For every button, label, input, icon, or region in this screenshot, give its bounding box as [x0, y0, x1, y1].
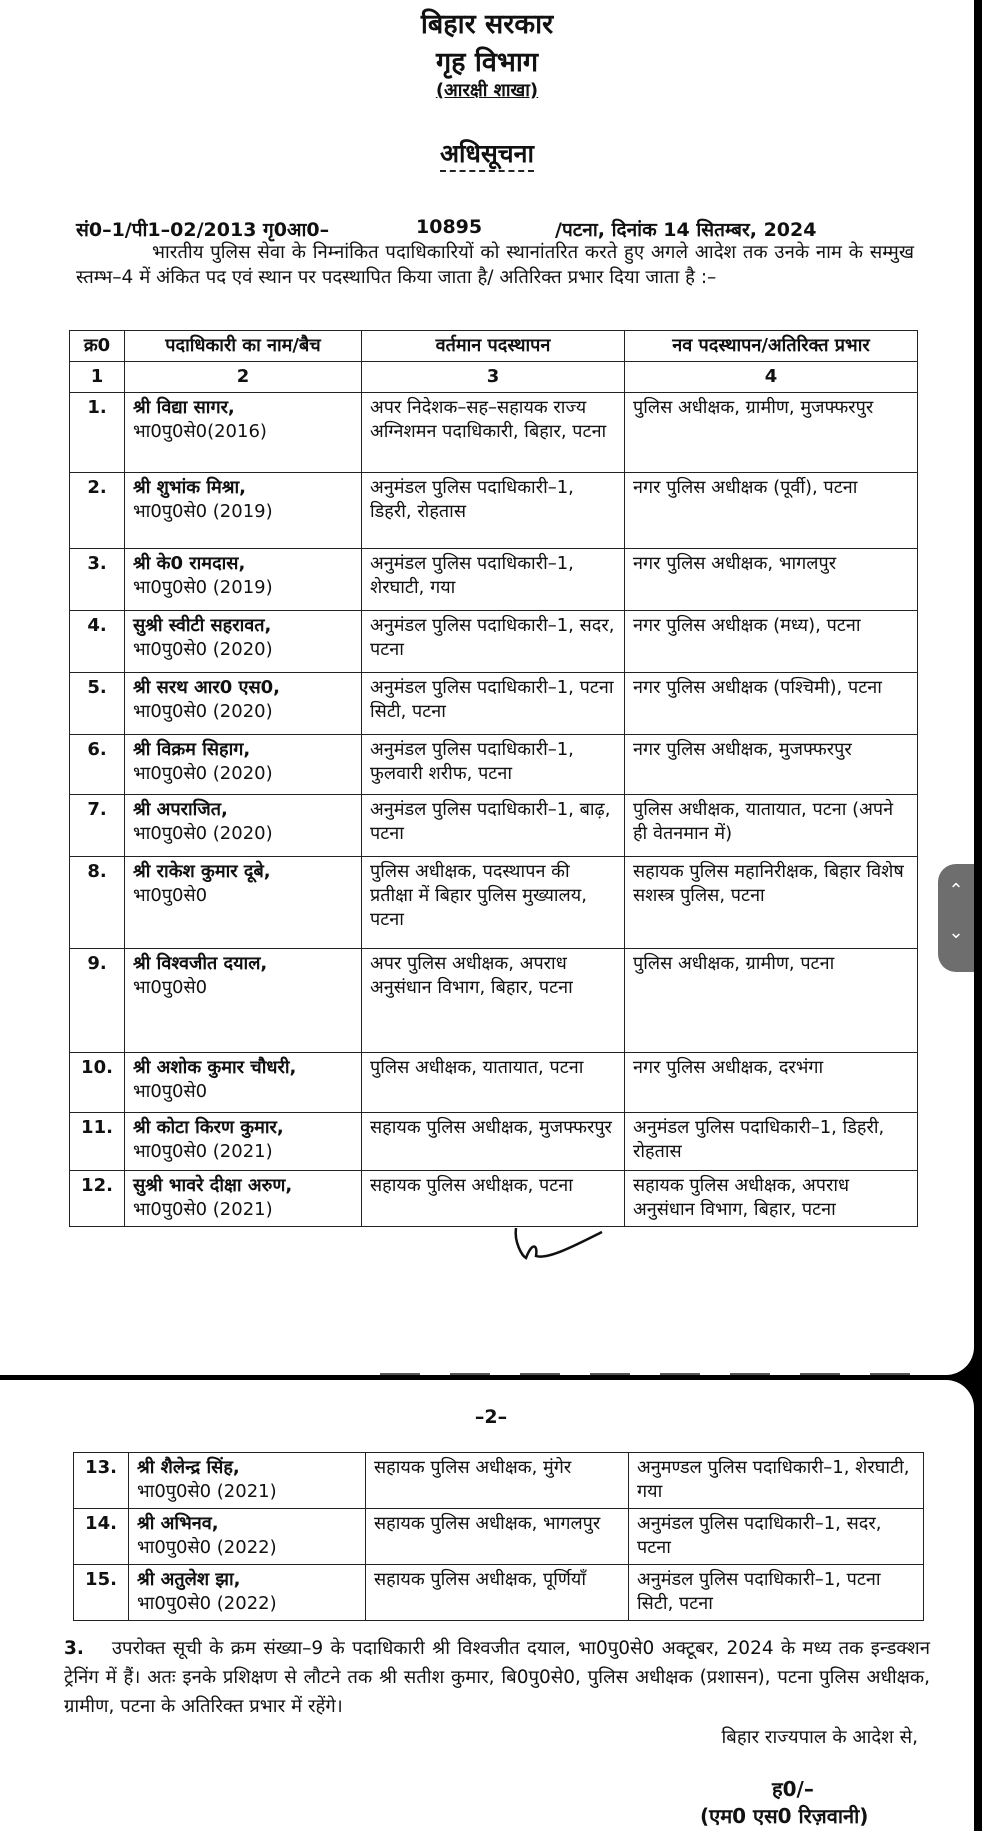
officer-batch: भा0पु0से0 [133, 1081, 208, 1102]
row-officer [125, 735, 362, 795]
officer-name: श्री सरथ आर0 एस0, [133, 677, 281, 698]
row-officer [125, 857, 362, 949]
officer-batch: भा0पु0से0(2016) [133, 421, 267, 442]
government-title: बिहार सरकार [420, 9, 554, 40]
row-officer [129, 1565, 366, 1621]
table-row [70, 393, 918, 473]
row-officer [125, 673, 362, 735]
page-edge-rule [380, 1373, 920, 1375]
row-new-posting: नगर पुलिस अधीक्षक, मुजफ्फरपुर [625, 735, 918, 795]
officer-batch: भा0पु0से0 (2021) [133, 1199, 273, 1220]
officer-name: श्री शुभांक मिश्रा, [133, 477, 246, 498]
officer-batch: भा0पु0से0 (2020) [133, 763, 273, 784]
officer-name: श्री विक्रम सिहाग, [133, 739, 251, 760]
row-sn: 7. [70, 795, 125, 857]
row-current-posting: अपर निदेशक–सह–सहायक राज्य अग्निशमन पदाधिकारी, बिहार, पटना [362, 393, 625, 473]
row-current-posting: सहायक पुलिस अधीक्षक, भागलपुर [366, 1509, 629, 1565]
paragraph-3 [64, 1634, 930, 1721]
row-officer [125, 1053, 362, 1113]
paragraph-text: उपरोक्त सूची के क्रम संख्या–9 के पदाधिकारी श्री विश्वजीत दयाल, भा0पु0से0 अक्टूबर, 2024 के मध्य तक इन्डक्शन ट्रेनिंग में हैं। अतः इनके प्रशिक्षण से लौटने तक श्री सतीश कुमार, बि0पु0से0, पुलिस अधीक्षक (प्रशासन), पटना पुलिस अधीक्षक, ग्रामीण, पटना के अतिरिक्त प्रभार में रहेंगे। [64, 1638, 930, 1717]
table-row [70, 1053, 918, 1113]
table-row [70, 473, 918, 549]
table-row [70, 673, 918, 735]
row-new-posting: पुलिस अधीक्षक, ग्रामीण, पटना [625, 949, 918, 1053]
officer-name: श्री के0 रामदास, [133, 553, 246, 574]
table-row [70, 1113, 918, 1171]
officer-batch: भा0पु0से0 (2019) [133, 501, 273, 522]
officer-name: श्री राकेश कुमार दूबे, [133, 861, 271, 882]
officer-name: सुश्री भावरे दीक्षा अरुण, [133, 1175, 293, 1196]
officer-name: सुश्री स्वीटी सहरावत, [133, 615, 272, 636]
officer-batch: भा0पु0से0 (2022) [137, 1593, 277, 1614]
officer-name: श्री विश्वजीत दयाल, [133, 953, 268, 974]
officer-batch: भा0पु0से0 [133, 885, 208, 906]
transfer-table-continued [73, 1452, 924, 1621]
table-row [70, 611, 918, 673]
row-sn: 9. [70, 949, 125, 1053]
table-row [74, 1565, 924, 1621]
department-title: गृह विभाग [435, 47, 539, 78]
intro-paragraph: भारतीय पुलिस सेवा के निम्नांकित पदाधिकारियों को स्थानांतरित करते हुए अगले आदेश तक उनके नाम के सम्मुख स्तम्भ–4 में अंकित पद एवं स्थान पर पदस्थापित किया जाता है/ अतिरिक्त प्रभार दिया जाता है :– [76, 242, 914, 288]
signed-mark: ह0/– [772, 1777, 814, 1801]
branch-title: (आरक्षी शाखा) [435, 80, 539, 101]
initials-signature [508, 1222, 608, 1268]
row-new-posting: नगर पुलिस अधीक्षक (मध्य), पटना [625, 611, 918, 673]
row-new-posting: अनुमण्डल पुलिस पदाधिकारी–1, शेरघाटी, गया [629, 1453, 924, 1509]
scroll-down-icon[interactable]: ⌄ [948, 922, 964, 943]
table-row [74, 1509, 924, 1565]
colnum-4: 4 [625, 362, 918, 393]
row-sn: 11. [70, 1113, 125, 1171]
row-current-posting: सहायक पुलिस अधीक्षक, मुंगेर [366, 1453, 629, 1509]
row-sn: 8. [70, 857, 125, 949]
row-officer [125, 611, 362, 673]
table-row [70, 549, 918, 611]
row-officer [125, 795, 362, 857]
place-date: /पटना, दिनांक 14 सितम्बर, 2024 [555, 219, 817, 241]
table-row [74, 1453, 924, 1509]
row-new-posting: सहायक पुलिस अधीक्षक, अपराध अनुसंधान विभाग, बिहार, पटना [625, 1171, 918, 1227]
officer-name: श्री अभिनव, [137, 1513, 219, 1534]
row-new-posting: सहायक पुलिस महानिरीक्षक, बिहार विशेष सशस्त्र पुलिस, पटना [625, 857, 918, 949]
row-sn: 6. [70, 735, 125, 795]
row-sn: 5. [70, 673, 125, 735]
letter-number: 10895 [416, 216, 483, 238]
reference-line [76, 216, 906, 242]
officer-name: श्री अपराजित, [133, 799, 228, 820]
row-new-posting: पुलिस अधीक्षक, यातायात, पटना (अपने ही वेतनमान में) [625, 795, 918, 857]
row-current-posting: सहायक पुलिस अधीक्षक, मुजफ्फरपुर [362, 1113, 625, 1171]
colnum-1: 1 [70, 362, 125, 393]
file-number: सं0–1/पी1–02/2013 गृ0आ0– [76, 219, 330, 241]
row-current-posting: अनुमंडल पुलिस पदाधिकारी–1, शेरघाटी, गया [362, 549, 625, 611]
page-number: –2– [474, 1406, 508, 1428]
row-current-posting: अपर पुलिस अधीक्षक, अपराध अनुसंधान विभाग, बिहार, पटना [362, 949, 625, 1053]
header-current: वर्तमान पदस्थापन [362, 331, 625, 362]
row-new-posting: नगर पुलिस अधीक्षक, दरभंगा [625, 1053, 918, 1113]
row-sn: 4. [70, 611, 125, 673]
row-officer [125, 393, 362, 473]
governor-order-line: बिहार राज्यपाल के आदेश से, [721, 1727, 918, 1748]
row-officer [125, 549, 362, 611]
table-row [70, 1171, 918, 1227]
row-current-posting: अनुमंडल पुलिस पदाधिकारी–1, पटना सिटी, पटना [362, 673, 625, 735]
header-new: नव पदस्थापन/अतिरिक्त प्रभार [625, 331, 918, 362]
table-row [70, 949, 918, 1053]
table-body-page2 [74, 1453, 924, 1621]
row-sn: 1. [70, 393, 125, 473]
row-current-posting: अनुमंडल पुलिस पदाधिकारी–1, सदर, पटना [362, 611, 625, 673]
row-sn: 15. [74, 1565, 129, 1621]
row-current-posting: अनुमंडल पुलिस पदाधिकारी–1, फुलवारी शरीफ, पटना [362, 735, 625, 795]
officer-batch: भा0पु0से0 (2021) [137, 1481, 277, 1502]
header-name: पदाधिकारी का नाम/बैच [125, 331, 362, 362]
row-sn: 13. [74, 1453, 129, 1509]
table-row [70, 857, 918, 949]
transfer-table [69, 330, 918, 1227]
row-new-posting: नगर पुलिस अधीक्षक, भागलपुर [625, 549, 918, 611]
row-officer [125, 473, 362, 549]
row-current-posting: पुलिस अधीक्षक, यातायात, पटना [362, 1053, 625, 1113]
officer-name: श्री अतुलेश झा, [137, 1569, 241, 1590]
colnum-2: 2 [125, 362, 362, 393]
officer-batch: भा0पु0से0 (2020) [133, 823, 273, 844]
row-sn: 12. [70, 1171, 125, 1227]
scroll-up-icon[interactable]: ⌃ [948, 880, 964, 901]
officer-name: श्री शैलेन्द्र सिंह, [137, 1457, 240, 1478]
colnum-3: 3 [362, 362, 625, 393]
row-sn: 14. [74, 1509, 129, 1565]
row-new-posting: नगर पुलिस अधीक्षक (पश्चिमी), पटना [625, 673, 918, 735]
officer-batch: भा0पु0से0 (2020) [133, 701, 273, 722]
row-sn: 10. [70, 1053, 125, 1113]
row-sn: 2. [70, 473, 125, 549]
table-body-page1 [70, 393, 918, 1227]
table-row [70, 795, 918, 857]
row-new-posting: पुलिस अधीक्षक, ग्रामीण, मुजफ्फरपुर [625, 393, 918, 473]
row-sn: 3. [70, 549, 125, 611]
scroll-control[interactable] [938, 864, 974, 972]
officer-batch: भा0पु0से0 (2021) [133, 1141, 273, 1162]
officer-name: श्री विद्या सागर, [133, 397, 235, 418]
row-current-posting: अनुमंडल पुलिस पदाधिकारी–1, डिहरी, रोहतास [362, 473, 625, 549]
row-new-posting: अनुमंडल पुलिस पदाधिकारी–1, सदर, पटना [629, 1509, 924, 1565]
row-officer [129, 1509, 366, 1565]
table-row [70, 735, 918, 795]
signatory-name: (एम0 एस0 रिज़वानी) [700, 1804, 869, 1828]
officer-batch: भा0पु0से0 (2022) [137, 1537, 277, 1558]
row-officer [125, 949, 362, 1053]
row-officer [129, 1453, 366, 1509]
notification-heading: अधिसूचना [0, 136, 974, 170]
officer-batch: भा0पु0से0 (2019) [133, 577, 273, 598]
row-current-posting: पुलिस अधीक्षक, पदस्थापन की प्रतीक्षा में बिहार पुलिस मुख्यालय, पटना [362, 857, 625, 949]
row-current-posting: सहायक पुलिस अधीक्षक, पटना [362, 1171, 625, 1227]
row-new-posting: अनुमंडल पुलिस पदाधिकारी–1, डिहरी, रोहतास [625, 1113, 918, 1171]
row-current-posting: सहायक पुलिस अधीक्षक, पूर्णियाँ [366, 1565, 629, 1621]
officer-name: श्री कोटा किरण कुमार, [133, 1117, 284, 1138]
row-current-posting: अनुमंडल पुलिस पदाधिकारी–1, बाढ़, पटना [362, 795, 625, 857]
officer-batch: भा0पु0से0 [133, 977, 208, 998]
header-sn: क्र0 [70, 331, 125, 362]
row-new-posting: नगर पुलिस अधीक्षक (पूर्वी), पटना [625, 473, 918, 549]
row-officer [125, 1113, 362, 1171]
paragraph-number: 3. [64, 1638, 84, 1659]
row-officer [125, 1171, 362, 1227]
officer-batch: भा0पु0से0 (2020) [133, 639, 273, 660]
row-new-posting: अनुमंडल पुलिस पदाधिकारी–1, पटना सिटी, पटना [629, 1565, 924, 1621]
officer-name: श्री अशोक कुमार चौधरी, [133, 1057, 297, 1078]
